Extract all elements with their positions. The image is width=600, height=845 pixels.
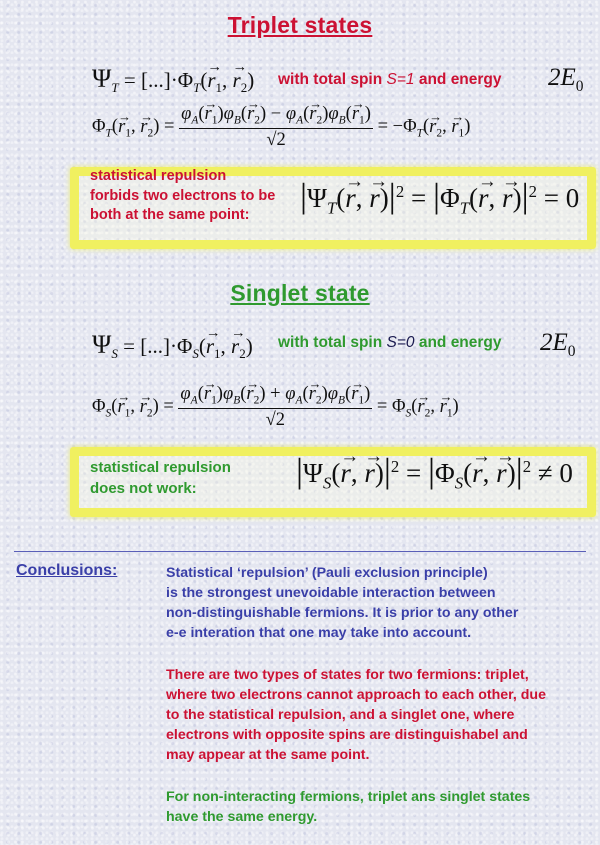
triplet-energy-symbol: 2E <box>548 64 576 91</box>
conclusion-line: is the strongest unevoidable interaction between <box>166 585 496 601</box>
singlet-spatial-function: $\Phi_S(\to r_1$, → $r_2$) = $\frac{\varphi_A(\to r_1)\varphi_B(\to r_2) + \varphi_A(\to r_2)\varphi_B(\to r_1)}{√2}$ = $\Phi_S(\to r_2$, → $r_1$) <box>92 384 459 431</box>
conclusion-line: non-distinguishable fermions. It is prior to any other <box>166 605 519 621</box>
singlet-box-line: does not work: <box>90 480 197 497</box>
singlet-box-text <box>90 457 231 499</box>
conclusion-line: to the statistical repulsion, and a singlet one, where <box>166 707 515 723</box>
singlet-energy-text: and energy <box>418 334 502 351</box>
singlet-repulsion-equation: $|\Psi_S(\to r$, → $r)|^2 = |\Phi_S(\to r$, → $r)|^2 \ne 0$ <box>296 451 573 493</box>
singlet-heading: Singlet state <box>230 280 370 306</box>
triplet-spatial-function: $\Phi_T(\to r_1$, → $r_2$) = $\frac{\varphi_A(\to r_1)\varphi_B(\to r_2) - \varphi_A(\to r_2)\varphi_B(\to r_1)}{√2}$ = $-\Phi_T(\to r_2$, → $r_1$) <box>92 104 470 151</box>
conclusion-line: electrons with opposite spins are distinguishabel and <box>166 727 528 743</box>
conclusion-line: For non-interacting fermions, triplet ans singlet states <box>166 789 531 805</box>
singlet-energy-symbol: 2E <box>540 329 568 356</box>
triplet-spin-value: S=1 <box>386 71 415 88</box>
conclusions-label: Conclusions: <box>16 562 118 579</box>
section-divider <box>14 551 586 552</box>
triplet-box-text <box>90 167 275 226</box>
conclusion-line: e-e interation that one may take into account. <box>166 625 472 641</box>
singlet-spin-text: with total spin <box>278 334 383 351</box>
triplet-box-line: forbids two electrons to be <box>90 187 276 204</box>
triplet-fraction: $\frac{\varphi_A(\to r_1)\varphi_B(\to r_2) - \varphi_A(\to r_2)\varphi_B(\to r_1)}{√2}$ <box>179 104 373 151</box>
triplet-box-line: both at the same point: <box>90 207 250 223</box>
triplet-energy-subscript: 0 <box>575 78 584 95</box>
conclusion-line: may appear at the same point. <box>166 747 370 763</box>
triplet-energy-text: and energy <box>418 71 502 88</box>
triplet-repulsion-equation: $|\Psi_T(\to r$, → $r)|^2 = |\Phi_T(\to r$, → $r)|^2 = 0$ <box>300 176 579 218</box>
singlet-wavefunction-equation: $\Psi_S = [...]\cdot\Phi_S(\to r_1$, → $r_2$) <box>92 330 253 362</box>
triplet-result: = 0 <box>543 183 580 213</box>
triplet-spin-label <box>278 71 502 89</box>
conclusion-line: have the same energy. <box>166 809 318 825</box>
conclusion-paragraph-1 <box>166 563 518 643</box>
conclusion-paragraph-3 <box>166 787 530 827</box>
singlet-energy-subscript: 0 <box>567 343 576 360</box>
triplet-wavefunction-equation: $\Psi_T = [...]\cdot\Phi_T(\to r_1$, → $r_2$) <box>92 64 254 96</box>
triplet-spin-text: with total spin <box>278 71 383 88</box>
conclusion-line: There are two types of states for two fermions: triplet, <box>166 667 529 683</box>
conclusion-line: Statistical ‘repulsion’ (Pauli exclusion principle) <box>166 565 488 581</box>
triplet-heading: Triplet states <box>227 12 373 38</box>
singlet-energy-value <box>540 329 576 361</box>
singlet-spin-label <box>278 334 502 352</box>
singlet-fraction: $\frac{\varphi_A(\to r_1)\varphi_B(\to r_2) + \varphi_A(\to r_2)\varphi_B(\to r_1)}{√2}$ <box>178 384 372 431</box>
conclusion-line: where two electrons cannot approach to each other, due <box>166 687 546 703</box>
singlet-box-line: statistical repulsion <box>90 459 231 476</box>
singlet-spin-value: S=0 <box>386 334 415 351</box>
triplet-box-line: statistical repulsion <box>90 168 227 184</box>
conclusion-paragraph-2 <box>166 665 546 765</box>
triplet-energy-value <box>548 64 584 96</box>
singlet-result: ≠ 0 <box>537 458 573 488</box>
